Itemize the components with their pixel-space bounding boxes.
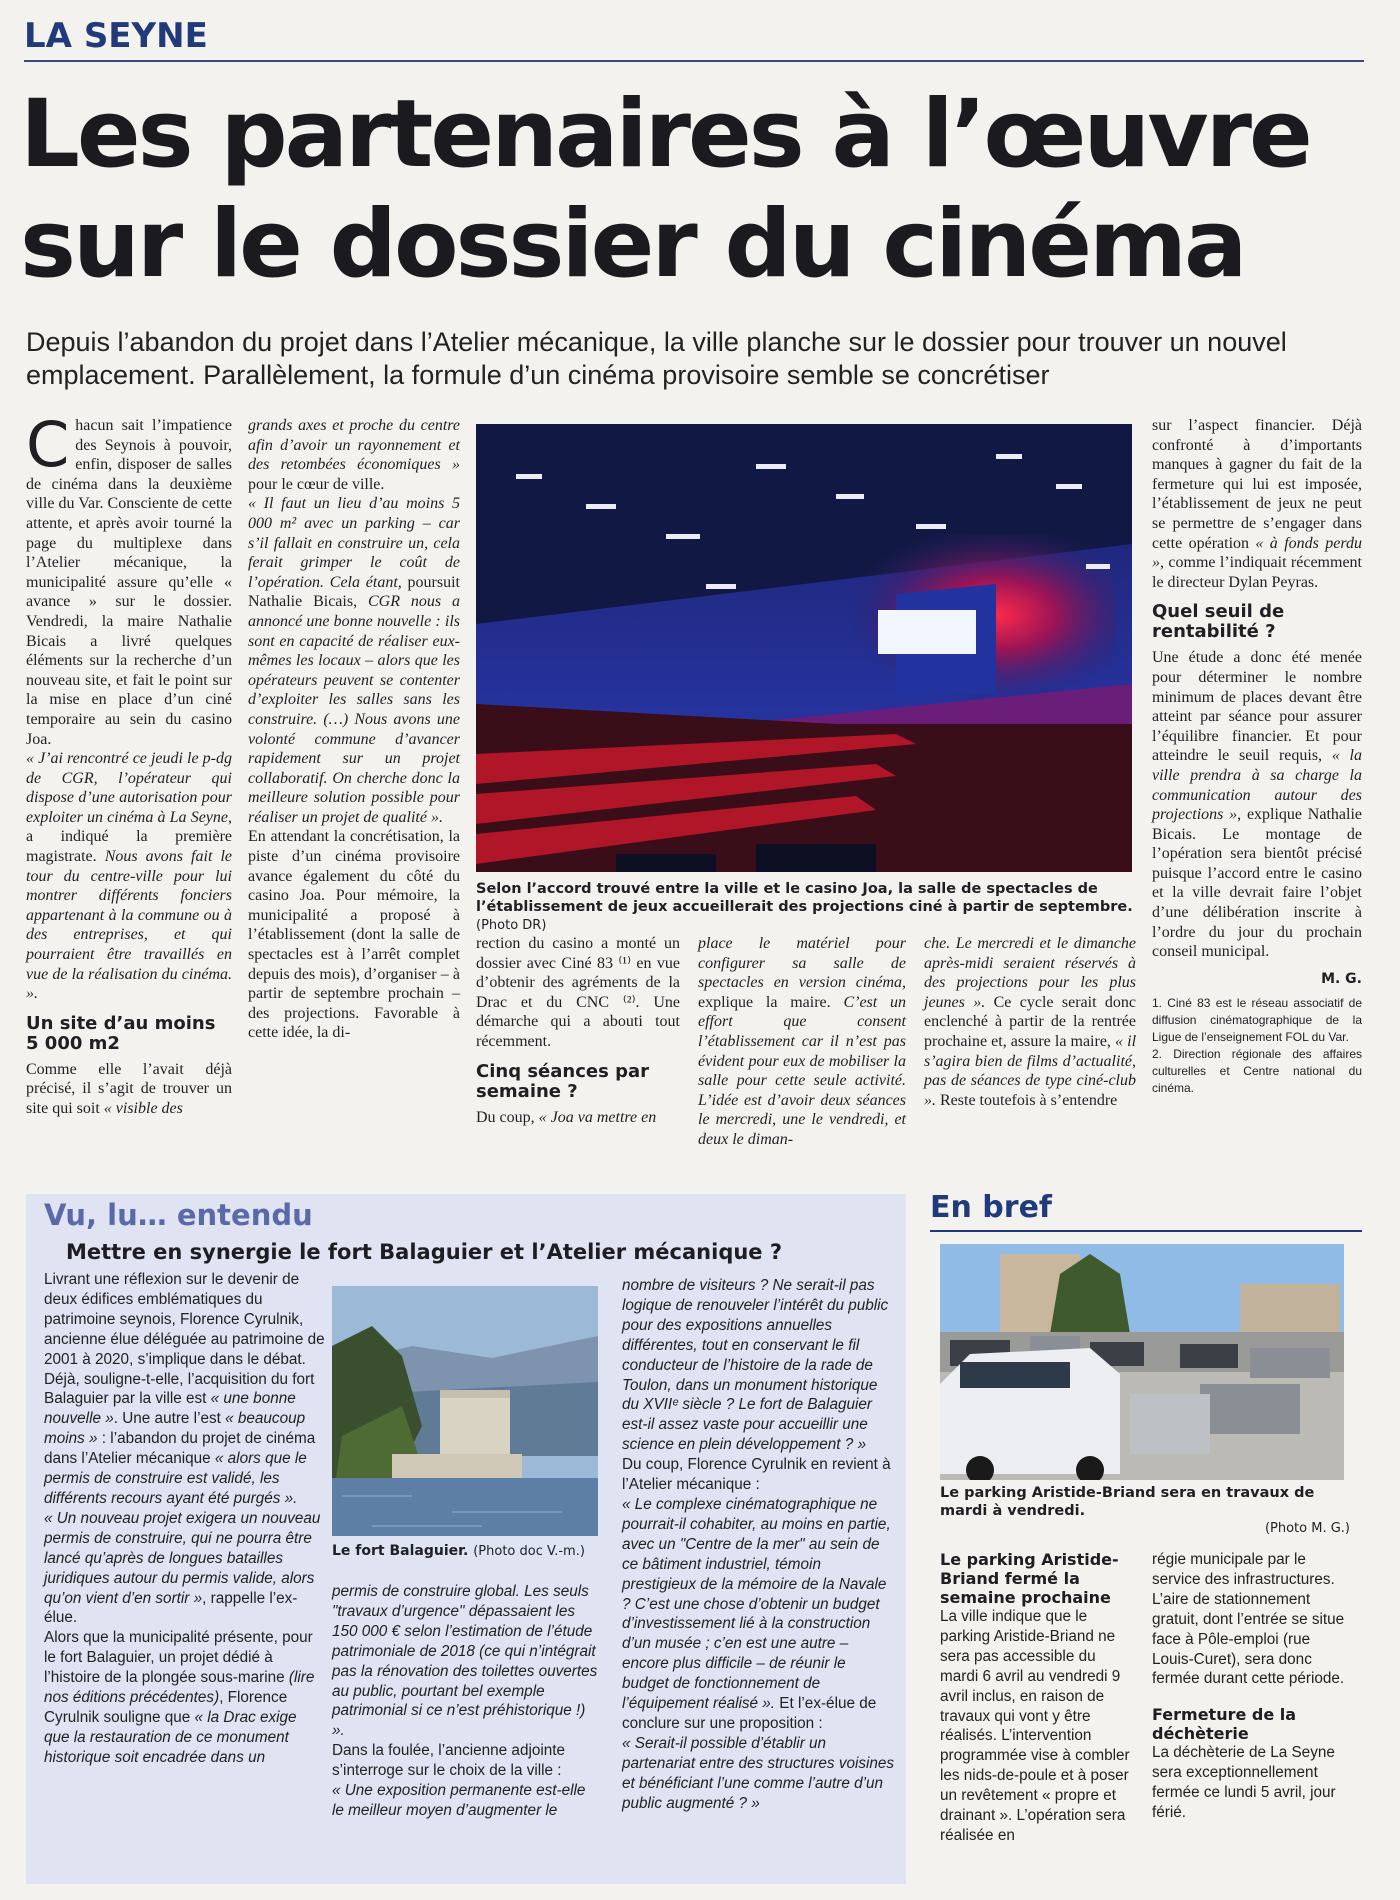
bref-column-1 [940,1550,1136,1884]
article-quote: « visible des [103,1100,183,1117]
cinema-hall-photo [476,424,1132,872]
vu-column-3 [622,1276,896,1880]
article-quote: « Il faut un lieu d’au moins 5 000 m² avec un parking – car s’il fallait en construire un, cela ferait grimper le coût de l’opération. Cela étant, [248,495,460,591]
subhead-seances: Cinq séances par semaine ? [476,1060,649,1102]
vu-quote: nombre de visiteurs ? Ne serait-il pas logique de renouveler l’intérêt du public pour des expositions annuelles différentes, tout en conservant le fil conducteur de l’histoire de la rade de Toulon, dans un monument historique du XVIIᵉ siècle ? Le fort de Balaguier est-il assez vaste pour accueillir une science en plein développement ? » [622,1277,889,1454]
article-text: pour le cœur de ville. [248,475,385,493]
article-text: hacun sait l’impatience des Seynois à pouvoir, enfin, disposer de salles de cinéma dans la deuxième ville du Var. Consciente de cette attente, et après avoir tourné la page du multiplexe dans l’Atelier mécanique, la municipalité assure qu’elle « avance » sur le dossier. Vendredi, la maire Nathalie Bicais a livré quelques éléments sur la recherche d’un nouveau site, et fait le point sur la mise en place d’un ciné temporaire au sein du casino Joa. [26,417,232,748]
article-text: En attendant la concrétisation, la piste d’un cinéma provisoire avance également du côté du casino Joa. Pour mémoire, la municipalité a proposé à l’établissement (dont la salle de spectacles est à l’arrêt complet depuis des mois), d’organiser – à partir de septembre prochain – des projections. Favorable à cette idée, la di- [248,828,460,1042]
subhead-site: Un site d’au moins 5 000 m2 [26,1012,216,1054]
bref-text: régie municipale par le service des infrastructures. L’aire de stationnement gratuit, dont l’entrée se situe face à Pôle-emploi (rue Louis-Curet), sera donc fermée durant cette période. [1152,1551,1345,1688]
vu-column-1 [44,1270,326,1880]
parking-photo [940,1244,1344,1480]
footnote-1: 1. Ciné 83 est le réseau associatif de diffusion cinématographique de la Ligue de l’enseignement FOL du Var. [1152,996,1362,1045]
vu-quote: « Serait-il possible d’établir un partenariat entre des structures voisines et bénéficiant l’une comme l’autre d’un public augmenté ? » [622,1734,895,1812]
dropcap: C [26,408,70,481]
vu-text: Dans la foulée, l’ancienne adjointe s’interroge sur le choix de la ville : [332,1742,566,1780]
photo-caption-text: Le parking Aristide-Briand sera en travaux de mardi à vendredi. [940,1485,1315,1519]
bref-column-2 [1152,1550,1352,1884]
en-bref-title: En bref [930,1190,1052,1225]
article-quote: « à fonds perdu » [1152,534,1362,572]
photo-credit: (Photo doc V.-m.) [473,1544,585,1559]
article-column-5 [924,934,1136,1156]
author-signature: M. G. [1321,970,1362,987]
vu-box-title: Vu, lu… entendu [44,1198,313,1232]
photo-caption-text: Le fort Balaguier. [332,1543,469,1559]
vu-quote: permis de construire global. Les seuls "travaux d’urgence" dépassaient les 150 000 € selon l’estimation de l’étude patrimoniale de 2018 (ce qui n’intégrait pas la rénovation des toilettes ouvertes au public, pourtant bel exemple patrimonial si ce n’est préhistorique !) ». [332,1583,598,1740]
article-quote: CGR nous a annoncé une bonne nouvelle : ils sont en capacité de réaliser eux-mêmes les locaux – alors que les opérateurs peuvent se contenter d’exploiter les salles sans les construire. (…) Nous avons une volonté commune d’avancer rapidement sur un projet collaboratif. On cherche donc la meilleure solution possible pour réaliser un projet de qualité ». [248,593,460,826]
subhead-rentabilite: Quel seuil de rentabilité ? [1152,601,1285,643]
fort-photo-caption [332,1542,602,1561]
vu-box-subtitle: Mettre en synergie le fort Balaguier et l’Atelier mécanique ? [66,1240,783,1264]
headline [20,80,1380,300]
article-quote: Nous avons fait le tour du centre-ville pour lui montrer différents fonciers appartenant à la commune ou à des entreprises, et qui pourraient être travaillés en vue de la réalisation du cinéma. ». [26,848,232,1003]
article-quote: C’est un effort que consent l’établissement car il n’est pas évident pour eux de mobiliser la salle pour cette seule activité. L’idée est d’avoir deux séances le mercredi, une le vendredi, et deux le diman- [698,993,906,1148]
article-text: Du coup, [476,1108,539,1126]
headline-line-2: sur le dossier du cinéma [20,190,1245,299]
vu-text: , Florence Cyrulnik souligne que [44,1689,288,1726]
article-quote: « la ville prendra à sa charge la communication autour des projections » [1152,747,1362,824]
bref-text: La ville indique que le parking Aristide-Briand ne sera pas accessible du mardi 6 avril au vendredi 9 avril inclus, en raison de travaux qui vont y être réalisés. L’intervention programmée vise à combler les nids-de-poule et à poser un revêtement « propre et drainant ». L’opération sera réalisée en [940,1608,1130,1844]
article-text: , explique Nathalie Bicais. Le montage de l’opération sera bientôt précisé puisque l’accord entre le casino et la ville devrait faire l’objet d’une délibération inscrite à l’ordre du jour du prochain conseil municipal. [1152,806,1362,961]
article-text: Comme elle l’avait déjà précisé, il s’agit de trouver un site qui soit [26,1060,232,1117]
article-quote: grands axes et proche du centre afin d’avoir un rayonnement et des retombées économiques » [248,417,460,474]
cinema-hall-illustration [476,424,1132,872]
photo-caption-text: Selon l’accord trouvé entre la ville et le casino Joa, la salle de spectacles de l’établissement de jeux accueillerait des projections ciné à partir de septembre. [476,881,1133,915]
article-text: a indiqué la première magistrate. [26,828,232,866]
article-column-3 [476,934,680,1156]
bref-headline-decheterie: Fermeture de la déchèterie [1152,1705,1297,1744]
article-text: , comme l’indiquait récemment le directeur Dylan Peyras. [1152,554,1362,591]
article-quote: place le matériel pour configurer sa salle de spectacles en version cinéma, [698,935,906,992]
article-quote: che. Le mercredi et le dimanche après-midi seraient réservés à des projections pour les plus jeunes ». [924,935,1136,1011]
en-bref-rule [930,1230,1362,1232]
vu-quote: « Le complexe cinématographique ne pourrait-il cohabiter, au moins en partie, avec un "Centre de la mer" au sein de ce bâtiment industriel, témoin prestigieux de la mémoire de la Navale ? C’est une chose d’obtenir un budget d’investissement lié à la construction d’un musée ; c’en est une autre – encore plus difficile – de réunir le budget de fonctionnement de l’équipement réalisé ». [622,1495,891,1713]
vu-text: , rappelle l’ex-élue. [44,1589,298,1627]
article-text: poursuit Nathalie Bicais, [248,573,460,611]
article-quote: « Joa va mettre en [538,1108,657,1126]
vu-text: Et l’ex-élue de conclure sur une proposition : [622,1695,877,1732]
vu-text: Alors que la municipalité présente, pour le fort Balaguier, un projet dédié à l’histoire de la plongée sous-marine [44,1629,313,1687]
article-column-4 [698,934,906,1156]
vu-text: Du coup, Florence Cyrulnik en revient à l’Atelier mécanique : [622,1456,891,1494]
article-text: Ce cycle serait donc enclenché à partir de la rentrée prochaine et, assure la maire, [924,993,1136,1050]
vu-column-2 [332,1582,600,1882]
article-column-2 [248,416,460,1156]
vu-text: : l’abandon du projet de cinéma dans l’Atelier mécanique [44,1430,316,1468]
article-text: Une étude a donc été menée pour déterminer le nombre minimum de places devant être atteint par séance pour assurer l’équilibre financier. Et pour atteindre le seuil requis, [1152,649,1362,765]
article-text: explique la maire. [698,993,844,1011]
fort-balaguier-illustration [332,1286,598,1536]
article-text: sur l’aspect financier. Déjà confronté à d’importants manques à gagner du fait de la fermeture qui lui est imposée, l’établissement de jeux ne peut se permettre de s’engager dans cette opération [1152,417,1362,552]
bref-text: La déchèterie de La Seyne sera exceptionnellement fermée ce lundi 5 avril, jour férié. [1152,1744,1336,1822]
article-column-1 [26,408,232,1156]
vu-quote: « Un nouveau projet exigera un nouveau permis de construire, qui ne pourra être lancé qu’après de longues batailles juridiques autour du permis valide, alors qu’on vient d’en sortir » [44,1509,321,1607]
article-text: Reste toutefois à s’entendre [936,1091,1118,1109]
article-text: rection du casino a monté un dossier avec Ciné 83 ⁽¹⁾ en vue d’obtenir des agréments de la Drac et du CNC ⁽²⁾. Une démarche qui a abouti tout récemment. [476,935,680,1050]
vu-quote: « alors que le permis de construire est validé, les différents recours ayant été purgés ». [44,1450,307,1507]
bref-headline-parking: Le parking Aristide-Briand fermé la semaine prochaine [940,1550,1119,1607]
parking-photo-caption [940,1484,1350,1538]
vu-text: . Une autre l’est [113,1410,226,1428]
fort-balaguier-photo [332,1286,598,1536]
photo-credit: (Photo DR) [476,918,547,933]
vu-quote: (lire nos éditions précédentes) [44,1669,315,1707]
section-tag: LA SEYNE [24,16,208,56]
standfirst: Depuis l’abandon du projet dans l’Atelier mécanique, la ville planche sur le dossier pour trouver un nouvel emplacement. Parallèlement, la formule d’un cinéma provisoire semble se concrétiser [26,327,1287,390]
cinema-photo-caption [476,880,1136,935]
parking-illustration [940,1244,1344,1480]
vu-quote: « une bonne nouvelle » [44,1390,296,1428]
article-column-6 [1152,416,1362,1156]
article-quote: « il s’agira bien de films d’actualité, pas de séances de type ciné-club ». [924,1032,1137,1109]
footnote-2: 2. Direction régionale des affaires culturelles et Centre national du cinéma. [1152,1047,1362,1096]
vu-quote: « la Drac exige que la restauration de ce monument historique soit encadrée dans un [44,1708,297,1766]
section-rule [24,60,1364,62]
vu-lu-entendu-box [26,1194,906,1884]
photo-credit: (Photo M. G.) [1264,1521,1350,1536]
vu-quote: « beaucoup moins » [44,1410,306,1448]
vu-quote: « Une exposition permanente est-elle le meilleur moyen d’augmenter le [332,1782,586,1819]
article-quote: « J’ai rencontré ce jeudi le p-dg de CGR, l’opérateur qui dispose d’une autorisation pour exploiter un cinéma à La Seyne, [26,750,232,826]
vu-text: Livrant une réflexion sur le devenir de deux édifices emblématiques du patrimoine seynois, Florence Cyrulnik, ancienne élue déléguée au patrimoine de 2001 à 2020, s’implique dans le débat. Déjà, souligne-t-elle, l’acquisition du fort Balaguier par la ville est [44,1271,325,1408]
headline-line-1: Les partenaires à l’œuvre [20,80,1310,189]
